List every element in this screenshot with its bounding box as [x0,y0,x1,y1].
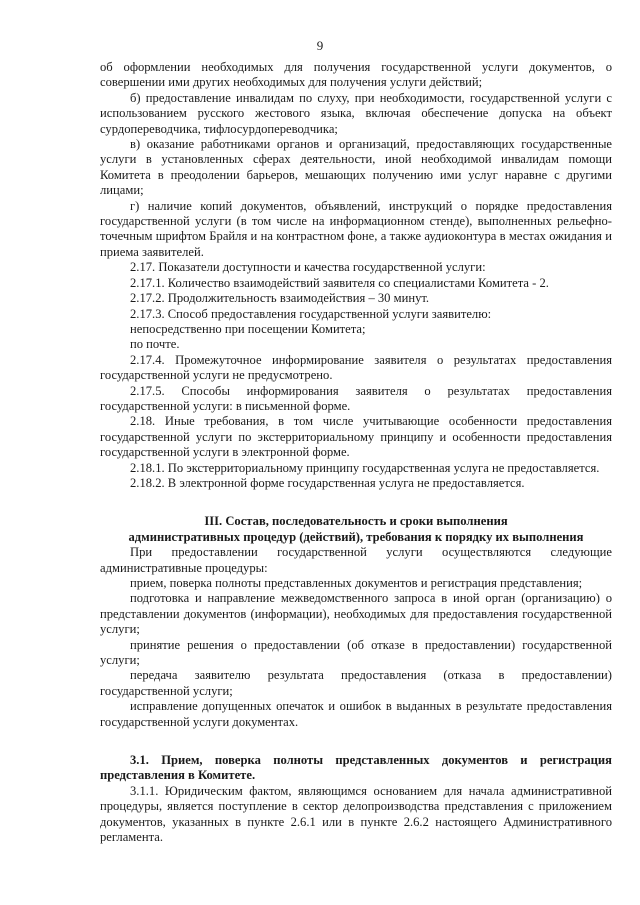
paragraph-2-17: 2.17. Показатели доступности и качества государственной услуги: [130,260,486,275]
section-gap [100,730,612,753]
paragraph-procedure-1: прием, поверка полноты представленных документов и регистрация представления; [130,576,583,590]
paragraph-2-18: 2.18. Иные требования, в том числе учитывающие особенности предоставления государственной услуги по экстерриториальному принципу и особенности предоставления государственной услуги в электронной форме. [100,414,612,460]
section-gap [100,491,612,514]
page-number: 9 [316,38,324,53]
document-body [100,60,612,846]
paragraph-procedures-intro: При предоставлении государственной услуги осуществляются следующие административные процедуры: [100,545,612,575]
paragraph-procedure-5: исправление допущенных опечаток и ошибок в выданных в результате предоставления государственной услуги документах. [100,699,612,729]
paragraph-procedure-2: подготовка и направление межведомственного запроса в иной орган (организацию) о представлении документов (информации), необходимых для предоставления государственной услуги; [100,591,612,637]
paragraph-item-b: б) предоставление инвалидам по слуху, при необходимости, государственной услуги с использованием русского жестового языка, включая обеспечение допуска на объект сурдопереводчика, тифлосурдопереводчика; [100,90,612,136]
subsection-3-1-heading: 3.1. Прием, поверка полноты представленных документов и регистрация представления в Комитете. [100,753,612,783]
paragraph-item-g: г) наличие копий документов, объявлений, инструкций о порядке предоставления государственной услуги (в том числе на информационном стенде), выполненных рельефно-точечным шрифтом Брайля и на контрастном фоне, а также аудиоконтура в местах ожидания и приема заявителей. [100,198,612,259]
paragraph-continuation: об оформлении необходимых для получения государственной услуги документов, о совершении ими других необходимых для получения услуги действий; [100,60,612,90]
section-3-heading-line1: III. Состав, последовательность и сроки выполнения [204,514,508,529]
paragraph-2-18-2: 2.18.2. В электронной форме государственная услуга не предоставляется. [130,475,525,490]
paragraph-2-17-4: 2.17.4. Промежуточное информирование заявителя о результатах предоставления государственной услуги не предусмотрено. [100,352,612,383]
paragraph-2-17-1: 2.17.1. Количество взаимодействий заявителя со специалистами Комитета - 2. [130,275,549,290]
paragraph-method-mail: по почте. [130,337,180,352]
paragraph-2-17-5: 2.17.5. Способы информирования заявителя о результатах предоставления государственной услуги: в письменной форме. [100,383,612,413]
paragraph-2-18-1: 2.18.1. По экстерриториальному принципу государственная услуга не предоставляется. [130,460,600,475]
paragraph-2-17-2: 2.17.2. Продолжительность взаимодействия – 30 минут. [130,291,430,306]
paragraph-3-1-1: 3.1.1. Юридическим фактом, являющимся основанием для начала административной процедуры, является поступление в сектор делопроизводства представления с приложением документов, указанных в пункте 2.6.1 или в пункте 2.6.2 настоящего Административного регламента. [100,783,612,845]
paragraph-item-v: в) оказание работниками органов и организаций, предоставляющих государственные услуги в установленных сферах деятельности, иной необходимой инвалидам помощи Комитета в преодолении барьеров, мешающих получению ими услуг наравне с другими лицами; [100,137,612,198]
paragraph-procedure-3: принятие решения о предоставлении (об отказе в предоставлении) государственной услуги; [100,637,612,668]
section-3-heading-line2: административных процедур (действий), требования к порядку их выполнения [128,529,584,544]
paragraph-method-visit: непосредственно при посещении Комитета; [130,321,366,336]
paragraph-procedure-4: передача заявителю результата предоставления (отказа в предоставлении) государственной услуги; [100,668,612,698]
paragraph-2-17-3: 2.17.3. Способ предоставления государственной услуги заявителю: [130,306,492,321]
